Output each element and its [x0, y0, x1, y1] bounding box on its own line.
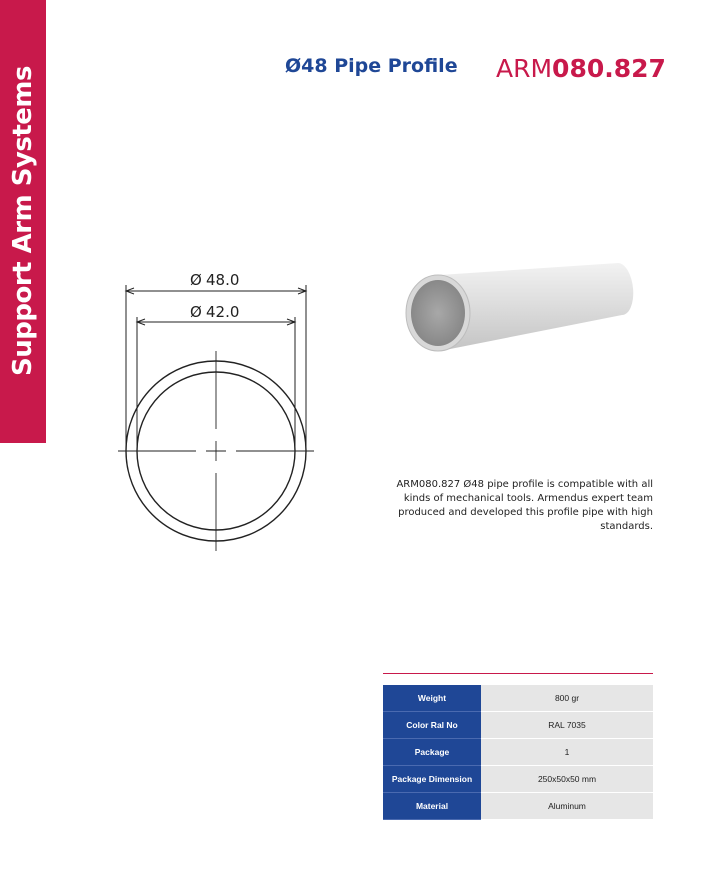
spec-key: Package Dimension	[383, 766, 481, 793]
page-title: Ø48 Pipe Profile	[285, 55, 458, 77]
spec-value: Aluminum	[481, 793, 653, 820]
spec-row-package-dimension	[383, 766, 653, 793]
outer-diameter-label: 48.0	[206, 271, 240, 289]
spec-key: Package	[383, 739, 481, 766]
spec-value: RAL 7035	[481, 712, 653, 739]
table-divider	[383, 673, 653, 674]
spec-value: 1	[481, 739, 653, 766]
product-code-prefix: ARM	[496, 54, 553, 83]
spec-key: Color Ral No	[383, 712, 481, 739]
spec-key: Weight	[383, 685, 481, 712]
spec-value: 250x50x50 mm	[481, 766, 653, 793]
product-description: ARM080.827 Ø48 pipe profile is compatible with all kinds of mechanical tools. Armendus expert team produced and developed this profile pipe with high standards.	[396, 479, 653, 532]
spec-table	[383, 685, 653, 820]
spec-key: Material	[383, 793, 481, 820]
section-label: Support Arm Systems	[8, 66, 38, 376]
spec-row-color	[383, 712, 653, 739]
product-code	[496, 54, 666, 83]
pipe-image	[400, 255, 640, 365]
spec-row-material	[383, 793, 653, 820]
product-code-number: 080.827	[552, 54, 666, 83]
spec-row-weight	[383, 685, 653, 712]
technical-drawing	[100, 255, 340, 565]
inner-diameter-label: 42.0	[206, 303, 240, 321]
spec-row-package	[383, 739, 653, 766]
spec-value: 800 gr	[481, 685, 653, 712]
outer-diameter-symbol: Ø	[190, 271, 202, 289]
inner-diameter-symbol: Ø	[190, 303, 202, 321]
side-tab	[0, 0, 46, 443]
